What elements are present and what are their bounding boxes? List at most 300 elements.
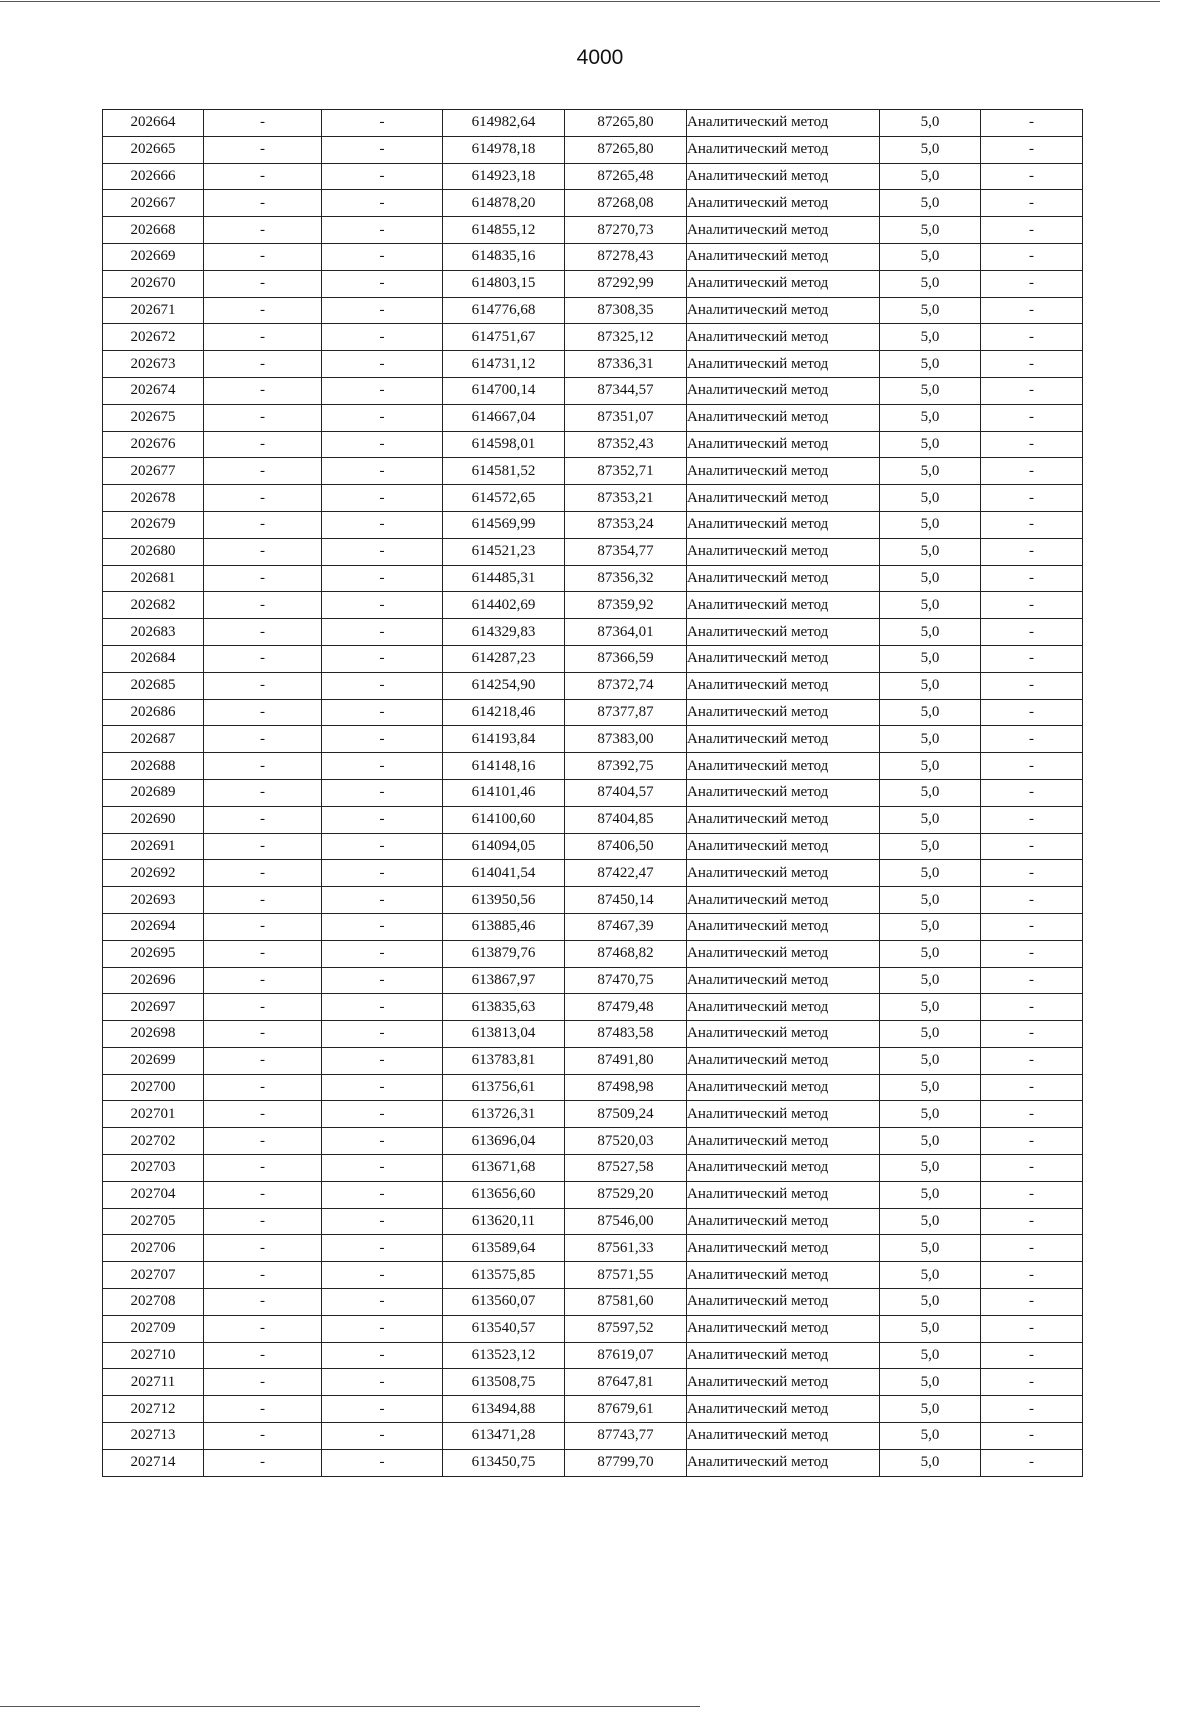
method-cell: Аналитический метод xyxy=(687,431,880,458)
x-coordinate-cell: 613756,61 xyxy=(443,1074,565,1101)
accuracy-cell: 5,0 xyxy=(880,592,981,619)
point-number-cell: 202710 xyxy=(103,1342,204,1369)
accuracy-cell: 5,0 xyxy=(880,538,981,565)
method-cell: Аналитический метод xyxy=(687,1128,880,1155)
empty-cell-2: - xyxy=(322,110,443,137)
empty-cell-3: - xyxy=(981,190,1083,217)
empty-cell-2: - xyxy=(322,351,443,378)
empty-cell-1: - xyxy=(204,485,322,512)
table-row xyxy=(103,833,1083,860)
empty-cell-2: - xyxy=(322,538,443,565)
empty-cell-1: - xyxy=(204,217,322,244)
y-coordinate-cell: 87520,03 xyxy=(565,1128,687,1155)
empty-cell-1: - xyxy=(204,136,322,163)
empty-cell-1: - xyxy=(204,860,322,887)
method-cell: Аналитический метод xyxy=(687,1181,880,1208)
table-row xyxy=(103,297,1083,324)
accuracy-cell: 5,0 xyxy=(880,1208,981,1235)
method-cell: Аналитический метод xyxy=(687,887,880,914)
empty-cell-1: - xyxy=(204,994,322,1021)
y-coordinate-cell: 87383,00 xyxy=(565,726,687,753)
point-number-cell: 202682 xyxy=(103,592,204,619)
empty-cell-1: - xyxy=(204,1262,322,1289)
empty-cell-1: - xyxy=(204,1155,322,1182)
table-row xyxy=(103,1235,1083,1262)
table-row xyxy=(103,860,1083,887)
empty-cell-2: - xyxy=(322,1101,443,1128)
table-row xyxy=(103,190,1083,217)
method-cell: Аналитический метод xyxy=(687,1021,880,1048)
accuracy-cell: 5,0 xyxy=(880,404,981,431)
x-coordinate-cell: 614978,18 xyxy=(443,136,565,163)
method-cell: Аналитический метод xyxy=(687,913,880,940)
empty-cell-3: - xyxy=(981,645,1083,672)
method-cell: Аналитический метод xyxy=(687,324,880,351)
accuracy-cell: 5,0 xyxy=(880,1047,981,1074)
empty-cell-3: - xyxy=(981,860,1083,887)
method-cell: Аналитический метод xyxy=(687,511,880,538)
empty-cell-2: - xyxy=(322,1235,443,1262)
y-coordinate-cell: 87470,75 xyxy=(565,967,687,994)
x-coordinate-cell: 614041,54 xyxy=(443,860,565,887)
empty-cell-1: - xyxy=(204,1181,322,1208)
empty-cell-1: - xyxy=(204,699,322,726)
x-coordinate-cell: 613620,11 xyxy=(443,1208,565,1235)
accuracy-cell: 5,0 xyxy=(880,699,981,726)
point-number-cell: 202703 xyxy=(103,1155,204,1182)
x-coordinate-cell: 614218,46 xyxy=(443,699,565,726)
x-coordinate-cell: 613450,75 xyxy=(443,1449,565,1476)
point-number-cell: 202687 xyxy=(103,726,204,753)
method-cell: Аналитический метод xyxy=(687,1262,880,1289)
x-coordinate-cell: 613813,04 xyxy=(443,1021,565,1048)
x-coordinate-cell: 614100,60 xyxy=(443,806,565,833)
table-body xyxy=(103,110,1083,1477)
empty-cell-2: - xyxy=(322,1423,443,1450)
point-number-cell: 202668 xyxy=(103,217,204,244)
method-cell: Аналитический метод xyxy=(687,163,880,190)
empty-cell-3: - xyxy=(981,1047,1083,1074)
point-number-cell: 202689 xyxy=(103,779,204,806)
empty-cell-1: - xyxy=(204,243,322,270)
y-coordinate-cell: 87529,20 xyxy=(565,1181,687,1208)
x-coordinate-cell: 614835,16 xyxy=(443,243,565,270)
table-row xyxy=(103,1289,1083,1316)
top-rule xyxy=(0,1,1160,2)
point-number-cell: 202695 xyxy=(103,940,204,967)
accuracy-cell: 5,0 xyxy=(880,1181,981,1208)
accuracy-cell: 5,0 xyxy=(880,940,981,967)
table-row xyxy=(103,1342,1083,1369)
table-row xyxy=(103,887,1083,914)
method-cell: Аналитический метод xyxy=(687,619,880,646)
accuracy-cell: 5,0 xyxy=(880,110,981,137)
accuracy-cell: 5,0 xyxy=(880,994,981,1021)
accuracy-cell: 5,0 xyxy=(880,913,981,940)
y-coordinate-cell: 87265,80 xyxy=(565,110,687,137)
accuracy-cell: 5,0 xyxy=(880,1369,981,1396)
accuracy-cell: 5,0 xyxy=(880,163,981,190)
empty-cell-1: - xyxy=(204,1047,322,1074)
accuracy-cell: 5,0 xyxy=(880,1155,981,1182)
empty-cell-2: - xyxy=(322,833,443,860)
y-coordinate-cell: 87619,07 xyxy=(565,1342,687,1369)
empty-cell-2: - xyxy=(322,913,443,940)
method-cell: Аналитический метод xyxy=(687,190,880,217)
empty-cell-2: - xyxy=(322,806,443,833)
y-coordinate-cell: 87353,21 xyxy=(565,485,687,512)
point-number-cell: 202698 xyxy=(103,1021,204,1048)
accuracy-cell: 5,0 xyxy=(880,619,981,646)
x-coordinate-cell: 613783,81 xyxy=(443,1047,565,1074)
point-number-cell: 202666 xyxy=(103,163,204,190)
point-number-cell: 202670 xyxy=(103,270,204,297)
x-coordinate-cell: 613867,97 xyxy=(443,967,565,994)
accuracy-cell: 5,0 xyxy=(880,1342,981,1369)
method-cell: Аналитический метод xyxy=(687,753,880,780)
method-cell: Аналитический метод xyxy=(687,243,880,270)
empty-cell-2: - xyxy=(322,1021,443,1048)
point-number-cell: 202686 xyxy=(103,699,204,726)
empty-cell-1: - xyxy=(204,1315,322,1342)
method-cell: Аналитический метод xyxy=(687,994,880,1021)
point-number-cell: 202696 xyxy=(103,967,204,994)
empty-cell-3: - xyxy=(981,1369,1083,1396)
x-coordinate-cell: 613696,04 xyxy=(443,1128,565,1155)
accuracy-cell: 5,0 xyxy=(880,1262,981,1289)
table-row xyxy=(103,136,1083,163)
accuracy-cell: 5,0 xyxy=(880,485,981,512)
empty-cell-2: - xyxy=(322,163,443,190)
method-cell: Аналитический метод xyxy=(687,404,880,431)
empty-cell-2: - xyxy=(322,270,443,297)
y-coordinate-cell: 87392,75 xyxy=(565,753,687,780)
empty-cell-3: - xyxy=(981,1289,1083,1316)
point-number-cell: 202712 xyxy=(103,1396,204,1423)
point-number-cell: 202705 xyxy=(103,1208,204,1235)
x-coordinate-cell: 614803,15 xyxy=(443,270,565,297)
empty-cell-3: - xyxy=(981,163,1083,190)
empty-cell-1: - xyxy=(204,967,322,994)
table-row xyxy=(103,511,1083,538)
empty-cell-3: - xyxy=(981,1235,1083,1262)
table-row xyxy=(103,1047,1083,1074)
accuracy-cell: 5,0 xyxy=(880,645,981,672)
y-coordinate-cell: 87483,58 xyxy=(565,1021,687,1048)
empty-cell-1: - xyxy=(204,458,322,485)
point-number-cell: 202688 xyxy=(103,753,204,780)
empty-cell-3: - xyxy=(981,458,1083,485)
table-row xyxy=(103,940,1083,967)
accuracy-cell: 5,0 xyxy=(880,217,981,244)
table-row xyxy=(103,806,1083,833)
empty-cell-1: - xyxy=(204,1289,322,1316)
y-coordinate-cell: 87356,32 xyxy=(565,565,687,592)
empty-cell-3: - xyxy=(981,1423,1083,1450)
table-row xyxy=(103,485,1083,512)
empty-cell-1: - xyxy=(204,110,322,137)
empty-cell-1: - xyxy=(204,940,322,967)
empty-cell-1: - xyxy=(204,672,322,699)
y-coordinate-cell: 87278,43 xyxy=(565,243,687,270)
table-row xyxy=(103,1101,1083,1128)
empty-cell-3: - xyxy=(981,404,1083,431)
y-coordinate-cell: 87292,99 xyxy=(565,270,687,297)
y-coordinate-cell: 87353,24 xyxy=(565,511,687,538)
empty-cell-2: - xyxy=(322,672,443,699)
x-coordinate-cell: 614667,04 xyxy=(443,404,565,431)
empty-cell-2: - xyxy=(322,1047,443,1074)
empty-cell-1: - xyxy=(204,1369,322,1396)
x-coordinate-cell: 613835,63 xyxy=(443,994,565,1021)
method-cell: Аналитический метод xyxy=(687,779,880,806)
empty-cell-2: - xyxy=(322,1369,443,1396)
method-cell: Аналитический метод xyxy=(687,1235,880,1262)
x-coordinate-cell: 614193,84 xyxy=(443,726,565,753)
empty-cell-3: - xyxy=(981,753,1083,780)
empty-cell-2: - xyxy=(322,860,443,887)
empty-cell-3: - xyxy=(981,1208,1083,1235)
method-cell: Аналитический метод xyxy=(687,297,880,324)
y-coordinate-cell: 87527,58 xyxy=(565,1155,687,1182)
accuracy-cell: 5,0 xyxy=(880,1235,981,1262)
empty-cell-2: - xyxy=(322,1262,443,1289)
accuracy-cell: 5,0 xyxy=(880,1021,981,1048)
accuracy-cell: 5,0 xyxy=(880,887,981,914)
method-cell: Аналитический метод xyxy=(687,672,880,699)
x-coordinate-cell: 614521,23 xyxy=(443,538,565,565)
accuracy-cell: 5,0 xyxy=(880,967,981,994)
table-row xyxy=(103,1369,1083,1396)
method-cell: Аналитический метод xyxy=(687,351,880,378)
accuracy-cell: 5,0 xyxy=(880,753,981,780)
x-coordinate-cell: 613885,46 xyxy=(443,913,565,940)
method-cell: Аналитический метод xyxy=(687,270,880,297)
method-cell: Аналитический метод xyxy=(687,699,880,726)
table-row xyxy=(103,1128,1083,1155)
empty-cell-2: - xyxy=(322,1074,443,1101)
point-number-cell: 202667 xyxy=(103,190,204,217)
point-number-cell: 202701 xyxy=(103,1101,204,1128)
empty-cell-3: - xyxy=(981,1101,1083,1128)
accuracy-cell: 5,0 xyxy=(880,458,981,485)
table-row xyxy=(103,779,1083,806)
empty-cell-3: - xyxy=(981,1021,1083,1048)
y-coordinate-cell: 87359,92 xyxy=(565,592,687,619)
accuracy-cell: 5,0 xyxy=(880,672,981,699)
empty-cell-2: - xyxy=(322,1155,443,1182)
method-cell: Аналитический метод xyxy=(687,1208,880,1235)
table-row xyxy=(103,592,1083,619)
method-cell: Аналитический метод xyxy=(687,1449,880,1476)
method-cell: Аналитический метод xyxy=(687,860,880,887)
y-coordinate-cell: 87351,07 xyxy=(565,404,687,431)
empty-cell-1: - xyxy=(204,1396,322,1423)
table-row xyxy=(103,1074,1083,1101)
x-coordinate-cell: 614569,99 xyxy=(443,511,565,538)
empty-cell-1: - xyxy=(204,619,322,646)
empty-cell-3: - xyxy=(981,1128,1083,1155)
y-coordinate-cell: 87561,33 xyxy=(565,1235,687,1262)
point-number-cell: 202672 xyxy=(103,324,204,351)
table-row xyxy=(103,913,1083,940)
y-coordinate-cell: 87366,59 xyxy=(565,645,687,672)
empty-cell-2: - xyxy=(322,1289,443,1316)
point-number-cell: 202692 xyxy=(103,860,204,887)
empty-cell-3: - xyxy=(981,806,1083,833)
empty-cell-1: - xyxy=(204,806,322,833)
point-number-cell: 202690 xyxy=(103,806,204,833)
y-coordinate-cell: 87265,48 xyxy=(565,163,687,190)
y-coordinate-cell: 87404,85 xyxy=(565,806,687,833)
y-coordinate-cell: 87799,70 xyxy=(565,1449,687,1476)
method-cell: Аналитический метод xyxy=(687,967,880,994)
point-number-cell: 202711 xyxy=(103,1369,204,1396)
empty-cell-2: - xyxy=(322,779,443,806)
empty-cell-1: - xyxy=(204,511,322,538)
empty-cell-3: - xyxy=(981,377,1083,404)
empty-cell-3: - xyxy=(981,485,1083,512)
table-row xyxy=(103,458,1083,485)
x-coordinate-cell: 613575,85 xyxy=(443,1262,565,1289)
table-row xyxy=(103,1155,1083,1182)
page-number: 4000 xyxy=(576,46,624,69)
x-coordinate-cell: 614751,67 xyxy=(443,324,565,351)
empty-cell-1: - xyxy=(204,377,322,404)
x-coordinate-cell: 613671,68 xyxy=(443,1155,565,1182)
empty-cell-2: - xyxy=(322,994,443,1021)
table-row xyxy=(103,1396,1083,1423)
empty-cell-3: - xyxy=(981,994,1083,1021)
x-coordinate-cell: 613560,07 xyxy=(443,1289,565,1316)
x-coordinate-cell: 614700,14 xyxy=(443,377,565,404)
x-coordinate-cell: 613494,88 xyxy=(443,1396,565,1423)
x-coordinate-cell: 614254,90 xyxy=(443,672,565,699)
accuracy-cell: 5,0 xyxy=(880,324,981,351)
y-coordinate-cell: 87364,01 xyxy=(565,619,687,646)
method-cell: Аналитический метод xyxy=(687,1342,880,1369)
accuracy-cell: 5,0 xyxy=(880,565,981,592)
y-coordinate-cell: 87270,73 xyxy=(565,217,687,244)
x-coordinate-cell: 614287,23 xyxy=(443,645,565,672)
method-cell: Аналитический метод xyxy=(687,806,880,833)
method-cell: Аналитический метод xyxy=(687,110,880,137)
point-number-cell: 202700 xyxy=(103,1074,204,1101)
table-row xyxy=(103,967,1083,994)
point-number-cell: 202669 xyxy=(103,243,204,270)
table-row xyxy=(103,1315,1083,1342)
point-number-cell: 202707 xyxy=(103,1262,204,1289)
point-number-cell: 202702 xyxy=(103,1128,204,1155)
empty-cell-3: - xyxy=(981,431,1083,458)
empty-cell-1: - xyxy=(204,1342,322,1369)
empty-cell-1: - xyxy=(204,779,322,806)
empty-cell-3: - xyxy=(981,1262,1083,1289)
empty-cell-1: - xyxy=(204,1208,322,1235)
accuracy-cell: 5,0 xyxy=(880,726,981,753)
empty-cell-2: - xyxy=(322,485,443,512)
table-row xyxy=(103,726,1083,753)
accuracy-cell: 5,0 xyxy=(880,1315,981,1342)
empty-cell-2: - xyxy=(322,1181,443,1208)
method-cell: Аналитический метод xyxy=(687,377,880,404)
x-coordinate-cell: 614485,31 xyxy=(443,565,565,592)
table-row xyxy=(103,645,1083,672)
empty-cell-3: - xyxy=(981,324,1083,351)
empty-cell-3: - xyxy=(981,1449,1083,1476)
empty-cell-2: - xyxy=(322,887,443,914)
x-coordinate-cell: 614923,18 xyxy=(443,163,565,190)
x-coordinate-cell: 614855,12 xyxy=(443,217,565,244)
coordinates-table xyxy=(102,109,1083,1477)
table-row xyxy=(103,431,1083,458)
point-number-cell: 202671 xyxy=(103,297,204,324)
point-number-cell: 202664 xyxy=(103,110,204,137)
empty-cell-3: - xyxy=(981,726,1083,753)
empty-cell-2: - xyxy=(322,431,443,458)
point-number-cell: 202699 xyxy=(103,1047,204,1074)
method-cell: Аналитический метод xyxy=(687,485,880,512)
point-number-cell: 202694 xyxy=(103,913,204,940)
y-coordinate-cell: 87354,77 xyxy=(565,538,687,565)
y-coordinate-cell: 87679,61 xyxy=(565,1396,687,1423)
empty-cell-2: - xyxy=(322,243,443,270)
accuracy-cell: 5,0 xyxy=(880,860,981,887)
y-coordinate-cell: 87352,71 xyxy=(565,458,687,485)
method-cell: Аналитический метод xyxy=(687,1396,880,1423)
table-row xyxy=(103,1208,1083,1235)
accuracy-cell: 5,0 xyxy=(880,779,981,806)
accuracy-cell: 5,0 xyxy=(880,1423,981,1450)
point-number-cell: 202693 xyxy=(103,887,204,914)
empty-cell-3: - xyxy=(981,699,1083,726)
y-coordinate-cell: 87581,60 xyxy=(565,1289,687,1316)
empty-cell-1: - xyxy=(204,538,322,565)
empty-cell-3: - xyxy=(981,940,1083,967)
empty-cell-1: - xyxy=(204,1074,322,1101)
point-number-cell: 202685 xyxy=(103,672,204,699)
method-cell: Аналитический метод xyxy=(687,1074,880,1101)
empty-cell-2: - xyxy=(322,297,443,324)
empty-cell-3: - xyxy=(981,1074,1083,1101)
empty-cell-2: - xyxy=(322,1315,443,1342)
table-row xyxy=(103,1181,1083,1208)
accuracy-cell: 5,0 xyxy=(880,1128,981,1155)
empty-cell-2: - xyxy=(322,726,443,753)
empty-cell-3: - xyxy=(981,297,1083,324)
accuracy-cell: 5,0 xyxy=(880,1396,981,1423)
y-coordinate-cell: 87468,82 xyxy=(565,940,687,967)
empty-cell-3: - xyxy=(981,779,1083,806)
empty-cell-2: - xyxy=(322,1342,443,1369)
empty-cell-1: - xyxy=(204,431,322,458)
empty-cell-3: - xyxy=(981,619,1083,646)
y-coordinate-cell: 87422,47 xyxy=(565,860,687,887)
method-cell: Аналитический метод xyxy=(687,1423,880,1450)
point-number-cell: 202665 xyxy=(103,136,204,163)
y-coordinate-cell: 87377,87 xyxy=(565,699,687,726)
empty-cell-3: - xyxy=(981,351,1083,378)
empty-cell-1: - xyxy=(204,351,322,378)
point-number-cell: 202678 xyxy=(103,485,204,512)
table-row xyxy=(103,270,1083,297)
accuracy-cell: 5,0 xyxy=(880,1101,981,1128)
x-coordinate-cell: 614402,69 xyxy=(443,592,565,619)
x-coordinate-cell: 613523,12 xyxy=(443,1342,565,1369)
method-cell: Аналитический метод xyxy=(687,1155,880,1182)
empty-cell-1: - xyxy=(204,270,322,297)
x-coordinate-cell: 613726,31 xyxy=(443,1101,565,1128)
